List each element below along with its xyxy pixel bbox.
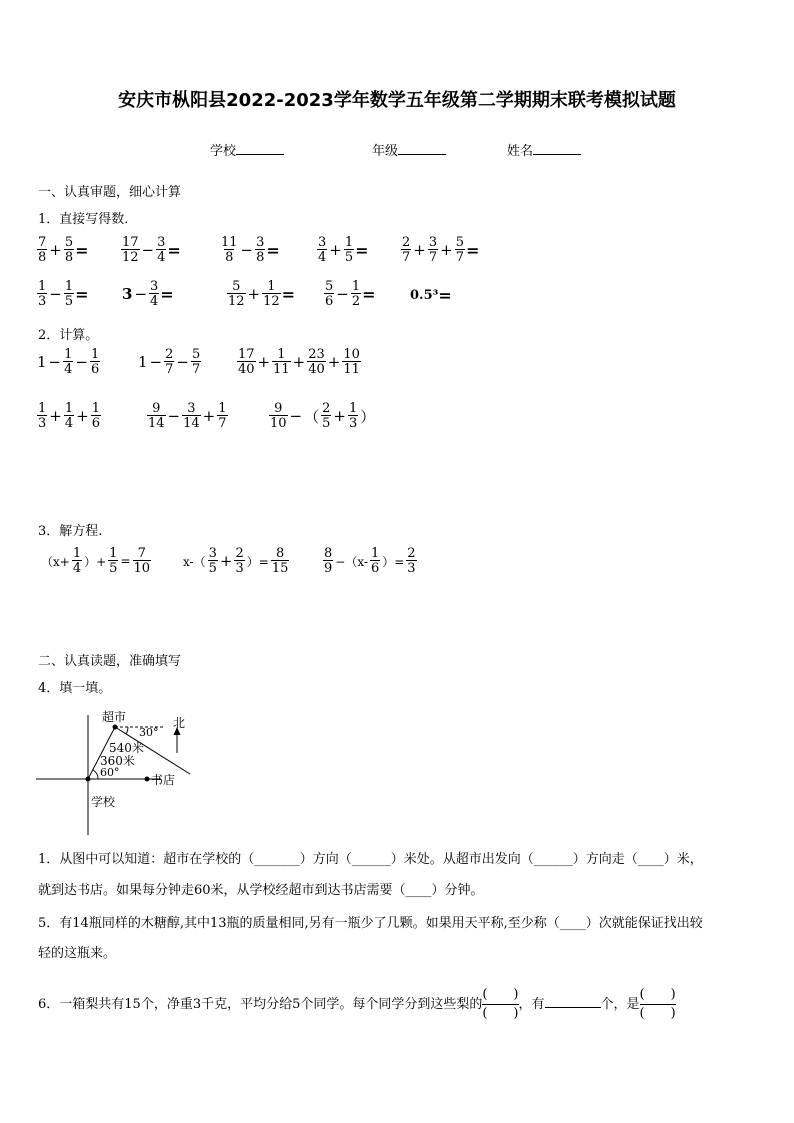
q6-line [38, 986, 768, 1023]
q5-line-1: 5．有14瓶同样的木糖醇,其中13瓶的质量相同,另有一瓶少了几颗。如果用天平称,至少称（____）次就能保证找出较 [38, 916, 703, 931]
fraction: $\frac{9}{14}$ [148, 401, 165, 431]
grade-field [372, 140, 446, 159]
fraction: $\frac{1}{5}$ [109, 546, 118, 576]
q1-item-4: $\frac{3}{4}$ + $\frac{1}{5}$ = [318, 235, 369, 265]
school-label: 学校 [210, 144, 237, 159]
fraction: $\frac{8}{15}$ [271, 546, 289, 576]
q6-count-blank[interactable] [545, 1007, 601, 1008]
fraction: $\frac{1}{5}$ [64, 279, 74, 309]
fraction: $\frac{1}{12}$ [263, 279, 280, 309]
angle-bottom-label: 60° [100, 766, 120, 779]
q1-item-10: 0.5³= [410, 286, 452, 305]
fraction: $\frac{10}{11}$ [343, 347, 360, 377]
q2-expr-4: $\frac{1}{3}$ + $\frac{1}{4}$ + $\frac{1}{6}$ [38, 401, 100, 431]
q6-text-3: 个，是 [600, 997, 640, 1012]
fraction: $\frac{3}{7}$ [428, 235, 438, 265]
fraction: $\frac{7}{10}$ [133, 546, 151, 576]
q1-item-1: $\frac{7}{8}$ + $\frac{5}{8}$ = [38, 235, 89, 265]
fraction: $\frac{7}{8}$ [38, 235, 47, 265]
question-1-label: 1．直接写得数． [38, 212, 138, 227]
school-label: 学校 [91, 795, 116, 809]
fraction: $\frac{1}{6}$ [91, 401, 100, 431]
north-label: 北 [173, 716, 186, 730]
q1-item-8: $\frac{5}{12}$ + $\frac{1}{12}$ = [228, 279, 296, 309]
q1-item-2: $\frac{17}{12}$ − $\frac{3}{4}$ = [122, 235, 181, 265]
section-heading-1: 一、认真审题，细心计算 [38, 185, 182, 200]
q2-expr-1: 1 − $\frac{1}{4}$ − $\frac{1}{6}$ [37, 347, 100, 377]
q3-equation-1: （x+ $\frac{1}{4}$ ）+ $\frac{1}{5}$ = $\frac{7}{10}$ [41, 546, 151, 576]
grade-blank[interactable] [398, 154, 446, 155]
fraction: $\frac{9}{10}$ [270, 401, 287, 431]
supermarket-point [113, 725, 118, 730]
distance-360-label: 360米 [100, 754, 135, 768]
fraction: $\frac{1}{4}$ [72, 546, 82, 576]
page-title: 安庆市枞阳县2022-2023学年数学五年级第二学期期末联考模拟试题 [118, 90, 676, 111]
fraction: $\frac{1}{3}$ [38, 401, 47, 431]
fraction: $\frac{1}{4}$ [64, 401, 74, 431]
fraction: $\frac{5}{8}$ [64, 235, 74, 265]
fraction: $\frac{3}{4}$ [150, 279, 159, 309]
fraction: $\frac{1}{2}$ [351, 279, 361, 309]
q6-blank-fraction-1[interactable]: $\frac{( )}{( )}$ [482, 987, 519, 1021]
fraction: $\frac{2}{3}$ [407, 546, 416, 576]
q1-item-5: $\frac{2}{7}$ + $\frac{3}{7}$ + $\frac{5}{7}$ = [402, 235, 480, 265]
fraction: $\frac{2}{7}$ [165, 347, 174, 377]
fraction: $\frac{2}{7}$ [402, 235, 411, 265]
q1-item-6: $\frac{1}{3}$ − $\frac{1}{5}$ = [38, 279, 89, 309]
school-field [210, 140, 284, 159]
angle-arc-top [126, 727, 128, 734]
q4-sub1-line-2: 就到达书店。如果每分钟走60米，从学校经超市到达书店需要（____）分钟。 [38, 883, 484, 898]
name-label: 姓名 [507, 144, 534, 159]
fraction: $\frac{1}{7}$ [218, 401, 227, 431]
fraction: $\frac{1}{6}$ [90, 347, 100, 377]
q6-blank-fraction-2[interactable]: $\frac{( )}{( )}$ [639, 987, 676, 1021]
q3-equation-2: x-（ $\frac{3}{5}$ + $\frac{2}{3}$ ）= $\frac{8}{15}$ [183, 546, 289, 576]
fraction: $\frac{1}{6}$ [370, 546, 380, 576]
distance-540-label: 540米 [109, 741, 144, 755]
school-point [86, 777, 91, 782]
direction-diagram [36, 705, 206, 840]
name-blank[interactable] [533, 154, 581, 155]
q2-expr-6: $\frac{9}{10}$ − （ $\frac{2}{5}$ + $\frac{1}{3}$ ） [270, 401, 376, 431]
fraction: $\frac{3}{8}$ [256, 235, 265, 265]
fraction: $\frac{1}{3}$ [38, 279, 47, 309]
question-2-label: 2．计算。 [38, 328, 99, 343]
question-3-label: 3．解方程. [38, 524, 103, 539]
q6-text-2: ，有 [518, 997, 545, 1012]
fraction: $\frac{17}{40}$ [238, 347, 255, 377]
grade-label: 年级 [372, 144, 399, 159]
fraction: $\frac{5}{7}$ [455, 235, 464, 265]
fraction: $\frac{11}{8}$ [221, 235, 238, 265]
fraction: $\frac{1}{11}$ [273, 347, 290, 377]
supermarket-label: 超市 [102, 710, 127, 724]
fraction: $\frac{3}{14}$ [183, 401, 200, 431]
fraction: $\frac{5}{12}$ [228, 279, 245, 309]
q1-item-9: $\frac{5}{6}$ − $\frac{1}{2}$ = [325, 279, 376, 309]
q1-item-3: $\frac{11}{8}$ − $\frac{3}{8}$ = [221, 235, 280, 265]
bookstore-label: 书店 [151, 773, 176, 787]
fraction: $\frac{2}{3}$ [235, 546, 244, 576]
name-field [507, 140, 581, 159]
section-heading-2: 二、认真读题，准确填写 [38, 654, 182, 669]
school-blank[interactable] [236, 154, 284, 155]
q2-expr-2: 1 − $\frac{2}{7}$ − $\frac{5}{7}$ [138, 347, 201, 377]
fraction: $\frac{23}{40}$ [308, 347, 325, 377]
fraction: $\frac{5}{7}$ [191, 347, 201, 377]
bookstore-point [145, 777, 150, 782]
fraction: $\frac{3}{5}$ [208, 546, 217, 576]
fraction: $\frac{3}{4}$ [318, 235, 327, 265]
fraction: $\frac{3}{4}$ [157, 235, 166, 265]
q3-equation-3: $\frac{8}{9}$ −（x- $\frac{1}{6}$ ）= $\frac{2}{3}$ [324, 546, 416, 576]
q5-line-2: 轻的这瓶来。 [38, 946, 117, 961]
angle-top-label: 30° [139, 726, 159, 739]
q4-sub1-line-1: 1．从图中可以知道：超市在学校的（_______）方向（______）米处。从超市出发向（______）方向走（____）米， [38, 852, 703, 867]
question-4-label: 4．填一填。 [38, 681, 112, 696]
fraction: $\frac{2}{5}$ [322, 401, 331, 431]
fraction: $\frac{17}{12}$ [122, 235, 139, 265]
fraction: $\frac{1}{3}$ [349, 401, 358, 431]
fraction: $\frac{5}{6}$ [325, 279, 334, 309]
q1-item-7: 3 − $\frac{3}{4}$ = [122, 279, 174, 309]
q2-expr-5: $\frac{9}{14}$ − $\frac{3}{14}$ + $\frac{1}{7}$ [148, 401, 227, 431]
angle-arc-bottom [93, 770, 98, 779]
fraction: $\frac{8}{9}$ [324, 546, 333, 576]
fraction: $\frac{1}{5}$ [344, 235, 354, 265]
q2-expr-3: $\frac{17}{40}$ + $\frac{1}{11}$ + $\frac{23}{40}$ + $\frac{10}{11}$ [238, 347, 360, 377]
fraction: $\frac{1}{4}$ [64, 347, 73, 377]
q6-text-1: 6．一箱梨共有15个，净重3千克，平均分给5个同学。每个同学分到这些梨的 [38, 997, 483, 1012]
